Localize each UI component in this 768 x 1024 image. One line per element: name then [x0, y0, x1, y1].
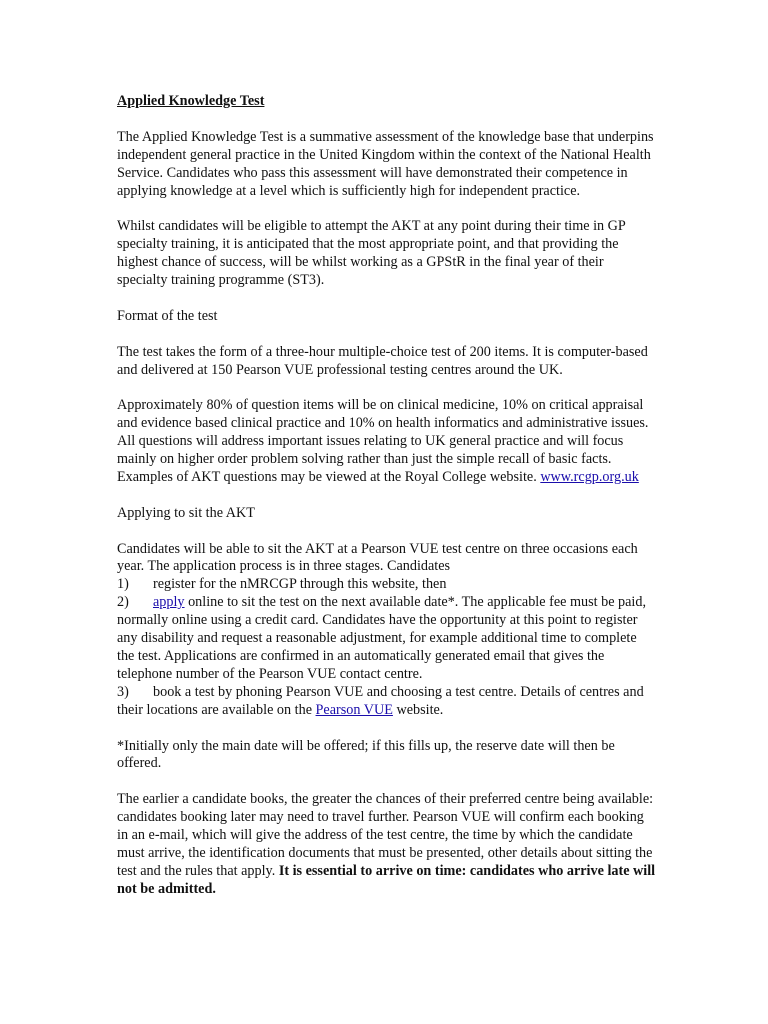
- step-2-text: online to sit the test on the next available date*. The applicable fee must be paid, normally online using a credit card. Candidates have the opportunity at this point to register any disability and request a reasonable adjustment, for example additional time to complete the test. Applications are confirmed in an automatically generated email that gives the telephone number of the Pearson VUE contact centre.: [117, 594, 647, 682]
- paragraph-booking: [117, 791, 657, 898]
- list-item-step-3: [117, 684, 657, 720]
- paragraph-applying-intro: Candidates will be able to sit the AKT at a Pearson VUE test centre on three occasions each year. The application process is in three stages. Candidates: [117, 540, 638, 575]
- step-3-after: website.: [392, 701, 444, 718]
- section-heading-applying: Applying to sit the AKT: [117, 504, 255, 521]
- paragraph-intro: The Applied Knowledge Test is a summative assessment of the knowledge base that underpins independent general practice in the United Kingdom within the context of the National Health Service. Candidates who pass this assessment will have demonstrated their competence in applying knowledge at a level which is sufficiently high for independent practice.: [117, 128, 654, 199]
- step-2-number: 2): [117, 594, 129, 611]
- step-3-text: book a test by phoning Pearson VUE and choosing a test centre. Details of centres and their locations are available on the: [117, 683, 644, 718]
- arrive-on-time-warning: It is essential to arrive on time: candidates who arrive late will not be admitted.: [117, 862, 656, 897]
- pearson-vue-link[interactable]: Pearson VUE: [315, 701, 393, 718]
- list-item-step-1: [117, 576, 657, 594]
- section-heading-format: Format of the test: [117, 307, 218, 324]
- step-1-text: register for the nMRCGP through this website, then: [153, 576, 447, 593]
- list-item-step-2: [117, 594, 657, 684]
- document-title: Applied Knowledge Test: [117, 93, 265, 109]
- paragraph-booking-text: The earlier a candidate books, the greater the chances of their preferred centre being available: candidates booking later may need to travel further. Pearson VUE will confirm each booking in an e-mail, which will give the address of the test centre, the time by which the candidate must arrive, the identification documents that must be presented, other details about sitting the test and the rules that apply.: [117, 791, 654, 879]
- step-3-number: 3): [117, 683, 129, 700]
- apply-link[interactable]: apply: [153, 594, 185, 611]
- step-1-number: 1): [117, 576, 129, 593]
- paragraph-question-items-text: Approximately 80% of question items will be on clinical medicine, 10% on critical appraisal and evidence based clinical practice and 10% on health informatics and administrative issues. All questions will address important issues relating to UK general practice and will focus mainly on higher order problem solving rather than just the simple recall of basic facts. Examples of AKT questions may be viewed at the Royal College website.: [117, 397, 649, 485]
- paragraph-question-items: [117, 397, 657, 487]
- paragraph-format: The test takes the form of a three-hour multiple-choice test of 200 items. It is computer-based and delivered at 150 Pearson VUE professional testing centres around the UK.: [117, 343, 648, 378]
- paragraph-eligibility: Whilst candidates will be eligible to attempt the AKT at any point during their time in GP specialty training, it is anticipated that the most appropriate point, and that providing the highest chance of success, will be whilst working as a GPStR in the final year of their specialty training programme (ST3).: [117, 218, 626, 289]
- rcgp-website-link[interactable]: www.rcgp.org.uk: [540, 468, 639, 485]
- paragraph-note: *Initially only the main date will be offered; if this fills up, the reserve date will then be offered.: [117, 737, 615, 772]
- document-page: [117, 93, 657, 917]
